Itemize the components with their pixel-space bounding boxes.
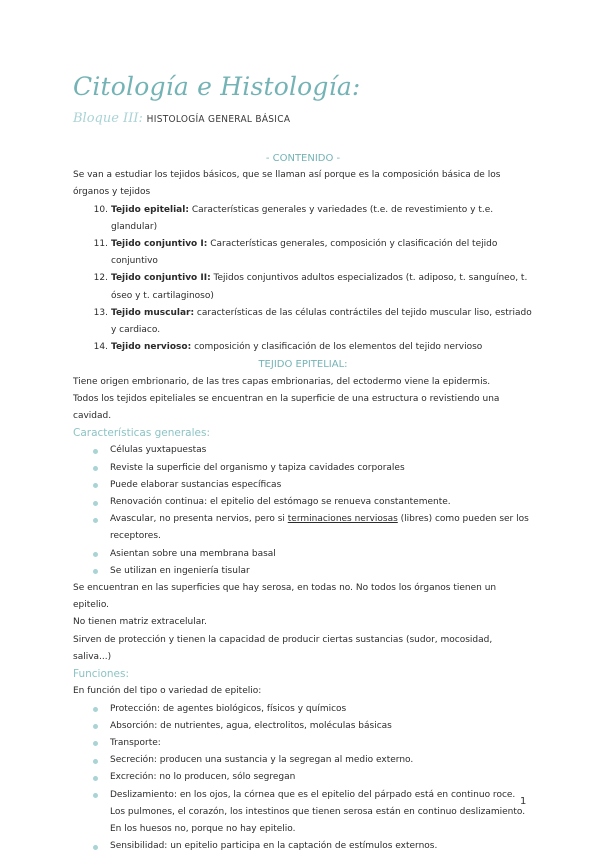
list-item-text: Asientan sobre una membrana basal	[110, 549, 276, 559]
page-number: 1	[520, 796, 526, 807]
funciones-intro: En función del tipo o variedad de epitelio:	[73, 683, 533, 700]
list-item	[73, 546, 533, 563]
contenido-item	[73, 339, 533, 356]
list-item-text: Sensibilidad: un epitelio participa en la captación de estímulos externos.	[110, 841, 437, 851]
list-item-text: Reviste la superficie del organismo y tapiza cavidades corporales	[110, 463, 405, 473]
list-item	[73, 701, 533, 718]
list-item-text: Se utilizan en ingeniería tisular	[110, 566, 250, 576]
document-title: Citología e Histología:	[73, 72, 361, 101]
list-item	[73, 752, 533, 769]
document-body	[73, 150, 533, 855]
list-item	[73, 787, 533, 839]
caracteristicas-heading: Características generales:	[73, 425, 533, 442]
item-text: Características generales, composición y clasificación del tejido conjuntivo	[111, 239, 497, 266]
list-item-text: Deslizamiento: en los ojos, la córnea que es el epitelio del párpado está en continuo roce. Los pulmones, el corazón, los intestinos que tienen serosa están en continuo deslizamiento. En los huesos no, porque no hay epitelio.	[110, 790, 525, 834]
list-item-text: Excreción: no lo producen, sólo segregan	[110, 772, 295, 782]
list-item-text: Renovación continua: el epitelio del estómago se renueva constantemente.	[110, 497, 451, 507]
bullet-icon	[93, 569, 98, 574]
item-number: 14.	[92, 339, 111, 356]
item-number: 13.	[92, 305, 111, 322]
epitelial-paragraph: Tiene origen embrionario, de las tres capas embrionarias, del ectodermo viene la epidermis.	[73, 374, 533, 391]
list-item-text: Transporte:	[110, 738, 161, 748]
contenido-item	[73, 202, 533, 236]
bullet-icon	[93, 707, 98, 712]
list-item-text: Secreción: producen una sustancia y la segregan al medio externo.	[110, 755, 413, 765]
bullet-icon	[93, 552, 98, 557]
item-number: 12.	[92, 270, 111, 287]
bullet-icon	[93, 483, 98, 488]
underlined-term: terminaciones nerviosas	[288, 514, 398, 524]
list-item	[73, 769, 533, 786]
list-item-text: Avascular, no presenta nervios, pero si	[110, 514, 288, 524]
bullet-icon	[93, 724, 98, 729]
item-number: 10.	[92, 202, 111, 219]
item-text: composición y clasificación de los elementos del tejido nervioso	[191, 342, 482, 352]
epitelial-paragraph: Todos los tejidos epiteliales se encuentran en la superficie de una estructura o revistiendo una cavidad.	[73, 391, 533, 425]
item-term: Tejido muscular:	[111, 308, 194, 318]
list-item-text: Células yuxtapuestas	[110, 445, 206, 455]
list-item	[73, 460, 533, 477]
list-item-text: Puede elaborar sustancias específicas	[110, 480, 281, 490]
bullet-icon	[93, 466, 98, 471]
item-text: Características generales y variedades (t.e. de revestimiento y t.e. glandular)	[111, 205, 493, 232]
subtitle-topic: HISTOLOGÍA GENERAL BÁSICA	[147, 114, 291, 125]
bullet-icon	[93, 845, 98, 850]
list-item	[73, 511, 533, 545]
item-term: Tejido epitelial:	[111, 205, 189, 215]
epitelial-heading: TEJIDO EPITELIAL:	[73, 356, 533, 373]
contenido-item	[73, 270, 533, 304]
bullet-icon	[93, 776, 98, 781]
list-item-text: (libres) como pueden ser los receptores.	[110, 514, 529, 541]
contenido-heading: - CONTENIDO -	[73, 150, 533, 167]
bullet-icon	[93, 741, 98, 746]
item-text: Tejidos conjuntivos adultos especializados (t. adiposo, t. sanguíneo, t. óseo y t. cartilaginoso)	[111, 273, 527, 300]
contenido-item	[73, 305, 533, 339]
item-term: Tejido nervioso:	[111, 342, 191, 352]
list-item	[73, 718, 533, 735]
bullet-icon	[93, 518, 98, 523]
epitelial-paragraph: No tienen matriz extracelular.	[73, 614, 533, 631]
bullet-icon	[93, 759, 98, 764]
list-item	[73, 442, 533, 459]
item-term: Tejido conjuntivo I:	[111, 239, 207, 249]
bullet-icon	[93, 793, 98, 798]
contenido-intro: Se van a estudiar los tejidos básicos, que se llaman así porque es la composición básica de los órganos y tejidos	[73, 167, 533, 201]
list-item-text: Absorción: de nutrientes, agua, electrolitos, moléculas básicas	[110, 721, 392, 731]
item-term: Tejido conjuntivo II:	[111, 273, 211, 283]
epitelial-paragraph: Sirven de protección y tienen la capacidad de producir ciertas sustancias (sudor, mocosidad, saliva...)	[73, 632, 533, 666]
bullet-icon	[93, 501, 98, 506]
funciones-heading: Funciones:	[73, 666, 533, 683]
funciones-list	[73, 701, 533, 855]
epitelial-paragraph: Se encuentran en las superficies que hay serosa, en todas no. No todos los órganos tienen un epitelio.	[73, 580, 533, 614]
list-item	[73, 838, 533, 855]
list-item	[73, 735, 533, 752]
contenido-list	[73, 202, 533, 357]
list-item	[73, 563, 533, 580]
item-text: características de las células contráctiles del tejido muscular liso, estriado y cardiaco.	[111, 308, 532, 335]
list-item	[73, 477, 533, 494]
contenido-item	[73, 236, 533, 270]
list-item	[73, 494, 533, 511]
bullet-icon	[93, 449, 98, 454]
subtitle-bloque: Bloque III:	[73, 111, 143, 126]
caracteristicas-list	[73, 442, 533, 580]
item-number: 11.	[92, 236, 111, 253]
subtitle	[73, 111, 290, 126]
list-item-text: Protección: de agentes biológicos, físicos y químicos	[110, 704, 346, 714]
